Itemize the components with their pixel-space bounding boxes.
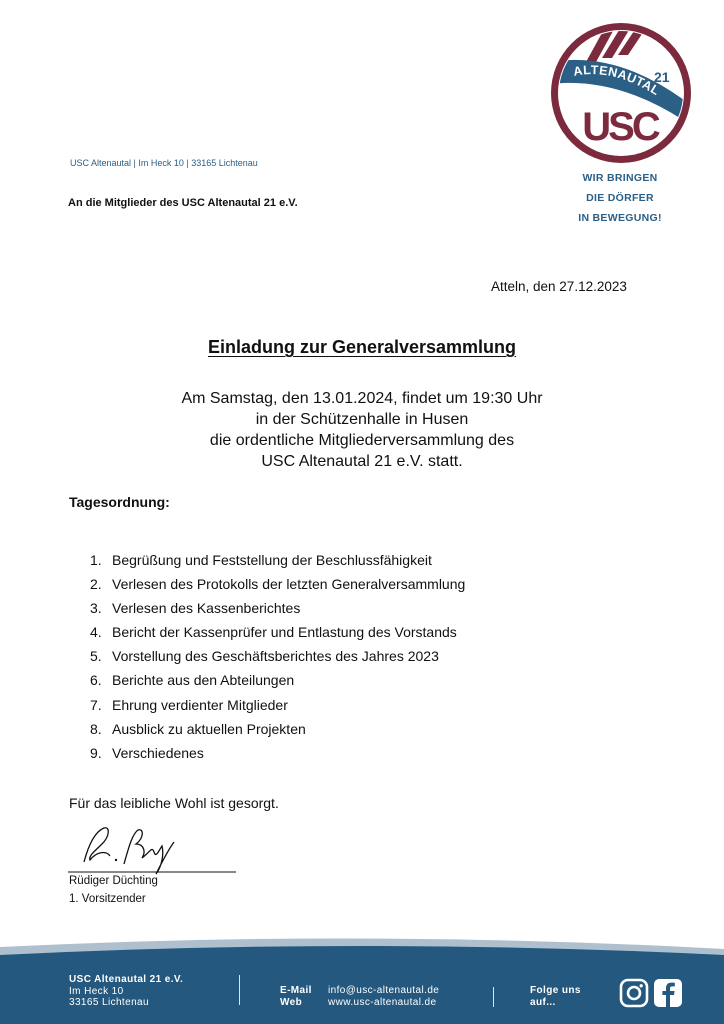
- logo-ring-text: ALTENAUTAL: [572, 62, 663, 99]
- slogan-line: DIE DÖRFER: [586, 192, 654, 204]
- agenda-number: 7.: [90, 696, 102, 713]
- agenda-number: 8.: [90, 720, 102, 737]
- signatory-name: Rüdiger Düchting: [69, 875, 158, 887]
- email-label: E-Mail: [280, 985, 312, 996]
- footer-org-name: USC Altenautal 21 e.V.: [69, 974, 184, 985]
- footer-address: [69, 974, 183, 1009]
- footer: [0, 965, 724, 1024]
- agenda-item: [90, 574, 465, 598]
- agenda-text: Verlesen des Kassenberichtes: [112, 600, 301, 617]
- instagram-icon[interactable]: [618, 977, 650, 1009]
- intro-line: Am Samstag, den 13.01.2024, findet um 19:30 Uhr: [181, 390, 543, 407]
- agenda-text: Berichte aus den Abteilungen: [112, 672, 295, 689]
- agenda-item: [90, 719, 465, 743]
- intro-line: USC Altenautal 21 e.V. statt.: [261, 453, 463, 470]
- slogan-line: WIR BRINGEN: [582, 172, 658, 184]
- agenda-heading: Tagesordnung:: [69, 494, 170, 510]
- agenda-number: 6.: [90, 672, 102, 689]
- intro-paragraph: [0, 388, 724, 472]
- email-link[interactable]: info@usc-altenautal.de: [328, 985, 440, 996]
- agenda-number: 4.: [90, 624, 102, 641]
- signatory: [69, 872, 158, 908]
- web-label: Web: [280, 996, 303, 1008]
- intro-line: in der Schützenhalle in Husen: [255, 411, 469, 428]
- facebook-icon[interactable]: [652, 977, 684, 1009]
- slogan: [560, 168, 680, 228]
- follow-line: Folge uns: [530, 985, 581, 996]
- agenda-text: Ehrung verdienter Mitglieder: [112, 696, 288, 713]
- follow-us: [530, 985, 581, 1008]
- agenda-number: 2.: [90, 576, 102, 593]
- signatory-role: 1. Vorsitzender: [69, 893, 146, 905]
- agenda-number: 3.: [90, 600, 102, 617]
- agenda-item: [90, 695, 465, 719]
- agenda-item: [90, 743, 465, 767]
- slogan-line: IN BEWEGUNG!: [578, 212, 662, 224]
- agenda-text: Ausblick zu aktuellen Projekten: [112, 720, 306, 737]
- footer-divider: [239, 975, 240, 1005]
- agenda-text: Verschiedenes: [112, 744, 204, 761]
- footer-divider: [493, 987, 494, 1007]
- agenda-text: Begrüßung und Feststellung der Beschlussfähigkeit: [112, 552, 432, 568]
- footer-city: 33165 Lichtenau: [69, 997, 149, 1008]
- agenda-item: [90, 670, 465, 694]
- club-logo: [550, 22, 692, 164]
- agenda-number: 9.: [90, 744, 102, 761]
- agenda-item: [90, 598, 465, 622]
- logo-number: 21: [654, 69, 670, 85]
- agenda-text: Bericht der Kassenprüfer und Entlastung des Vorstands: [112, 624, 457, 641]
- logo-letters: USC: [582, 105, 658, 149]
- recipient: An die Mitglieder des USC Altenautal 21 e.V.: [68, 197, 298, 209]
- agenda-item: [90, 646, 465, 670]
- agenda-text: Vorstellung des Geschäftsberichtes des Jahres 2023: [112, 648, 439, 665]
- document-title: Einladung zur Generalversammlung: [207, 337, 517, 357]
- sender-address-line: USC Altenautal | Im Heck 10 | 33165 Lichtenau: [70, 158, 258, 168]
- intro-line: die ordentliche Mitgliederversammlung des: [209, 432, 515, 449]
- agenda-item: [90, 622, 465, 646]
- agenda-text: Verlesen des Protokolls der letzten Generalversammlung: [112, 576, 466, 593]
- web-link[interactable]: www.usc-altenautal.de: [328, 996, 437, 1008]
- footer-street: Im Heck 10: [69, 985, 124, 997]
- footer-contact: [280, 985, 439, 1008]
- agenda-number: 1.: [90, 552, 102, 568]
- agenda-number: 5.: [90, 648, 102, 665]
- follow-line: auf...: [530, 996, 556, 1008]
- agenda-list: [90, 550, 465, 767]
- closing-note: Für das leibliche Wohl ist gesorgt.: [69, 795, 279, 811]
- agenda-item: [90, 550, 465, 574]
- date-line: Atteln, den 27.12.2023: [491, 279, 627, 294]
